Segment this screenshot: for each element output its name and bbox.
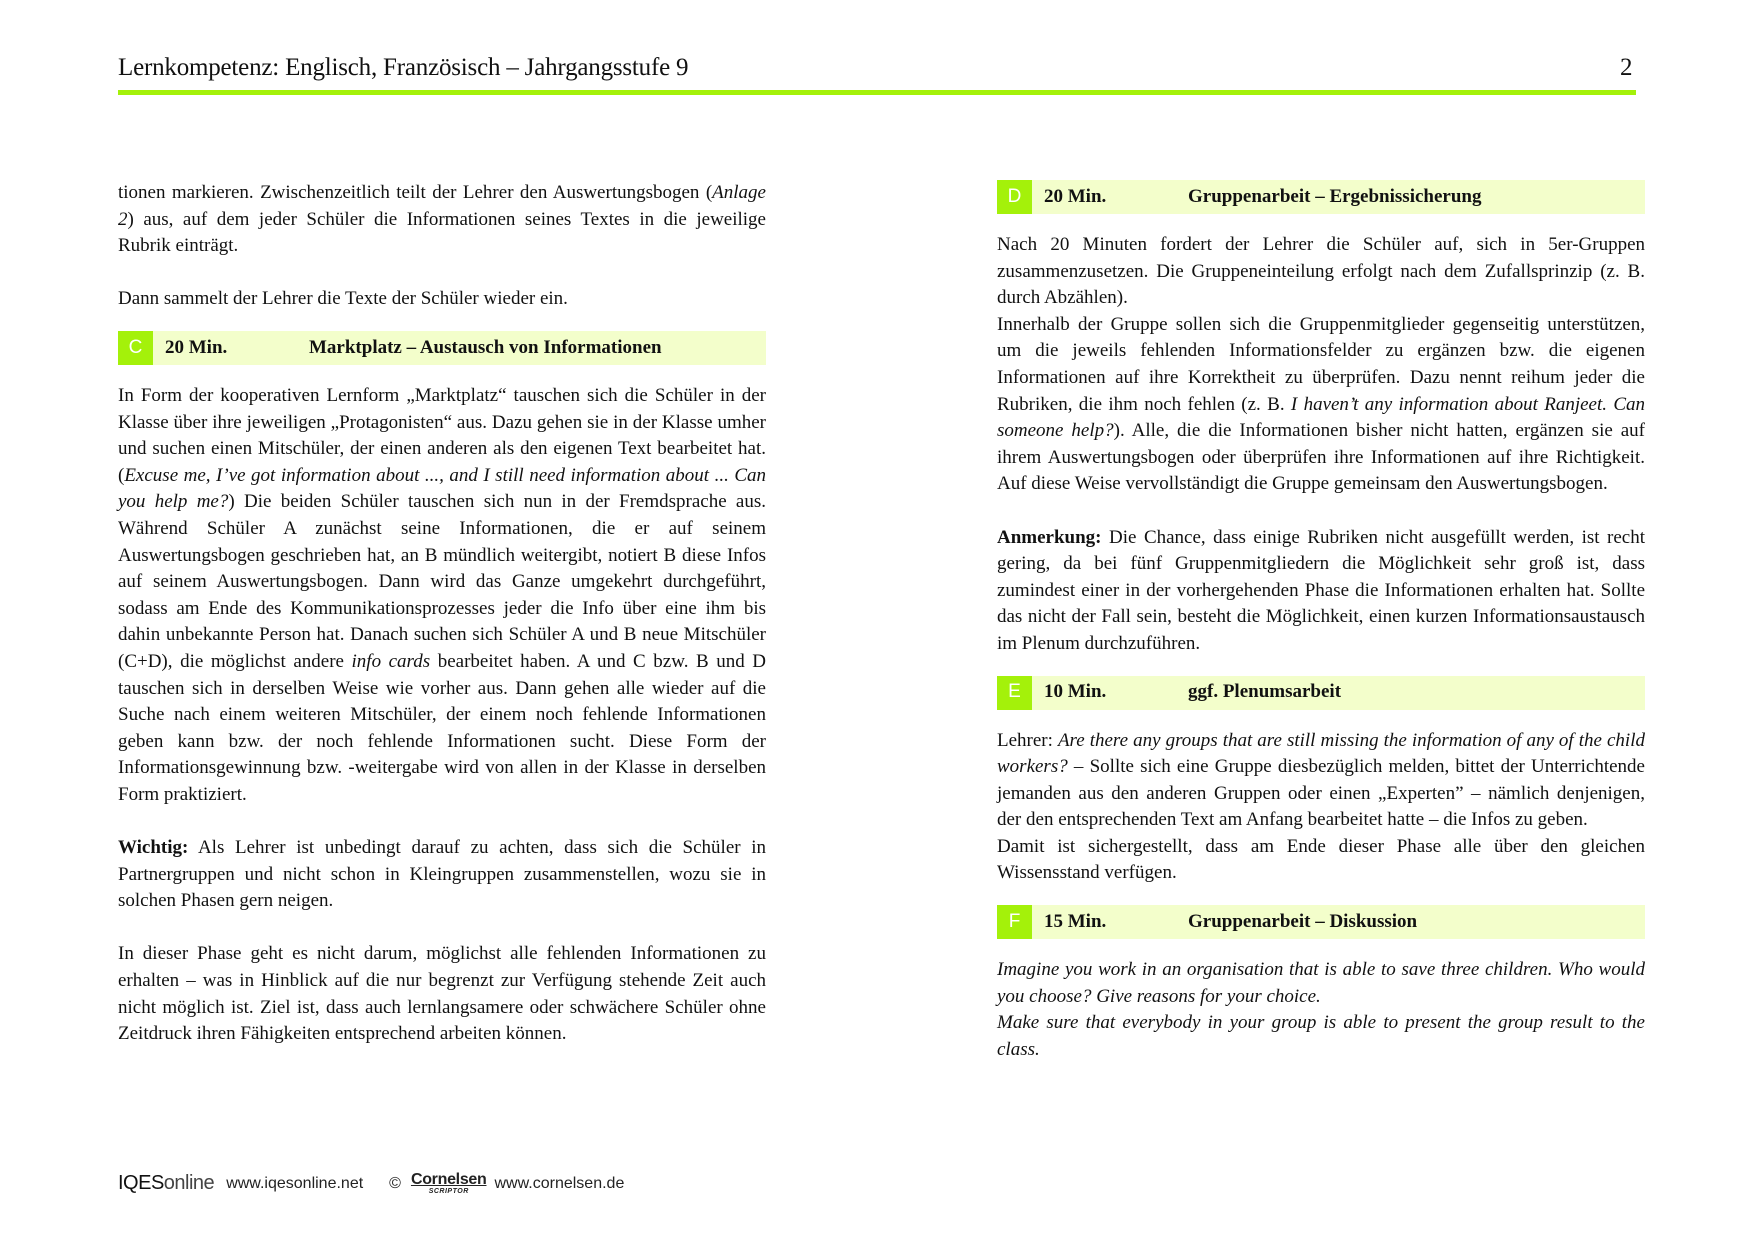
section-header-e — [997, 676, 1645, 710]
left-column — [118, 180, 766, 1048]
copyright-icon: © — [389, 1174, 401, 1192]
section-letter-badge: D — [997, 180, 1032, 214]
section-title: Gruppenarbeit – Ergebnissicherung — [1188, 185, 1482, 207]
section-letter-badge: F — [997, 905, 1032, 939]
section-duration: 20 Min. — [165, 336, 228, 358]
iqes-logo: IQESonline — [118, 1172, 215, 1194]
paragraph-task-present: Make sure that everybody in your group is able to present the group result to the class. — [997, 1012, 1645, 1060]
section-title: ggf. Plenumsarbeit — [1188, 681, 1342, 703]
paragraph-teacher-question: Lehrer: Are there any groups that are still missing the information of any of the child workers? – Sollte sich eine Gruppe diesbezüglich melden, bittet der Unterrichtende jemanden aus den anderen Gruppen oder einen „Experten” – nämlich denjenigen, der den entsprechenden Text am Anfang bearbeitet hatte – die Infos zu geben. — [997, 729, 1645, 831]
document-header-title: Lernkompetenz: Englisch, Französisch – Jahrgangsstufe 9 — [118, 54, 689, 81]
section-header-d — [997, 180, 1645, 214]
header-rule — [118, 90, 1636, 95]
page-footer — [118, 1172, 624, 1195]
cornelsen-logo: Cornelsen SCRIPTOR — [410, 1171, 487, 1195]
paragraph-intro: tionen markieren. Zwischenzeitlich teilt der Lehrer den Auswertungsbogen (Anlage 2) aus, auf dem jeder Schüler die Informationen seines Textes in die jeweilige Rubrik einträgt. — [118, 182, 766, 257]
section-duration: 15 Min. — [1044, 910, 1107, 932]
right-column — [997, 180, 1645, 1063]
section-letter-badge: E — [997, 676, 1032, 710]
paragraph-phase: In dieser Phase geht es nicht darum, möglichst alle fehlenden Informationen zu erhalten – was in Hinblick auf die nur begrenzt zur Verfügung stehende Zeit auch nicht möglich ist. Ziel ist, dass auch lernlangsamere oder schwächere Schüler ohne Zeitdruck ihren Fähigkeiten entsprechend arbeiten können. — [118, 943, 766, 1045]
paragraph-marktplatz: In Form der kooperativen Lernform „Marktplatz“ tauschen sich die Schüler in der Klasse über ihre jeweiligen „Protagonisten“ aus. Dazu gehen sie in der Klasse umher und suchen einen Mitschüler, der einen anderen als den eigenen Text bearbeitet hat. (Excuse me, I’ve got information about ..., and I still need information about ... Can you help me?) Die beiden Schüler tauschen sich nun in der Fremdsprache aus. Während Schüler A zunächst seine Informationen, die er auf seinem Auswertungsbogen geschrieben hat, an B mündlich weitergibt, notiert B diese Infos auf seinem Auswertungsbogen. Dann wird das Ganze umgekehrt durchgeführt, sodass am Ende des Kommunikationsprozesses jeder die Info über eine ihm bis dahin unbekannte Person hat. Danach suchen sich Schüler A und B neue Mitschüler (C+D), die möglichst andere info cards bearbeitet haben. A und C bzw. B und D tauschen sich in derselben Weise wie vorher aus. Dann gehen alle wieder auf die Suche nach einem weiteren Mitschüler, der einem noch fehlende Informationen geben kann bzw. der noch fehlende Informationen sucht. Diese Form der Informationsgewinnung bzw. -weitergabe wird von allen in der Klasse in derselben Form praktiziert. — [118, 384, 767, 805]
paragraph-groups: Nach 20 Minuten fordert der Lehrer die Schüler auf, sich in 5er-Gruppen zusammenzusetzen. Die Gruppeneinteilung erfolgt nach dem Zufallsprinzip (z. B. durch Abzählen). — [997, 234, 1645, 309]
section-header-f — [997, 905, 1645, 939]
paragraph-task-imagine: Imagine you work in an organisation that is able to save three children. Who would you choose? Give reasons for your choice. — [997, 959, 1645, 1007]
paragraph-wichtig: Wichtig: Als Lehrer ist unbedingt darauf zu achten, dass sich die Schüler in Partnergruppen und nicht schon in Kleingruppen zusammenstellen, wozu sie in solchen Phasen gern neigen. — [118, 837, 766, 912]
paragraph-group-support: Innerhalb der Gruppe sollen sich die Gruppenmitglieder gegenseitig unterstützen, um die jeweils fehlenden Informationsfelder zu ergänzen bzw. die eigenen Informationen auf ihre Korrektheit zu überprüfen. Dazu nennt reihum jeder die Rubriken, die ihm noch fehlen (z. B. I haven’t any information about Ranjeet. Can someone help?). Alle, die die Informationen bisher nicht hatten, ergänzen sie auf ihrem Auswertungsbogen oder überprüfen ihre Informationen auf ihre Richtigkeit. Auf diese Weise vervollständigt die Gruppe gemeinsam den Auswertungsbogen. — [997, 313, 1645, 495]
paragraph-anmerkung: Anmerkung: Die Chance, dass einige Rubriken nicht ausgefüllt werden, ist recht gering, da bei fünf Gruppenmitgliedern die Möglichkeit sehr groß ist, dass zumindest einer in der vorhergehenden Phase die Informationen erhalten hat. Sollte das nicht der Fall sein, besteht die Möglichkeit, einen kurzen Informationsaustausch im Plenum durchzuführen. — [997, 526, 1645, 654]
section-title: Marktplatz – Austausch von Informationen — [309, 336, 662, 358]
section-header-c — [118, 331, 766, 365]
section-title: Gruppenarbeit – Diskussion — [1188, 910, 1418, 932]
cornelsen-url: www.cornelsen.de — [494, 1174, 625, 1192]
section-letter-badge: C — [118, 331, 153, 365]
section-duration: 20 Min. — [1044, 185, 1107, 207]
iqes-url: www.iqesonline.net — [226, 1174, 364, 1192]
paragraph-ensured: Damit ist sichergestellt, dass am Ende dieser Phase alle über den gleichen Wissensstand verfügen. — [997, 835, 1645, 884]
section-duration: 10 Min. — [1044, 681, 1107, 703]
page-number: 2 — [1620, 54, 1633, 81]
paragraph-collect: Dann sammelt der Lehrer die Texte der Schüler wieder ein. — [118, 288, 568, 310]
